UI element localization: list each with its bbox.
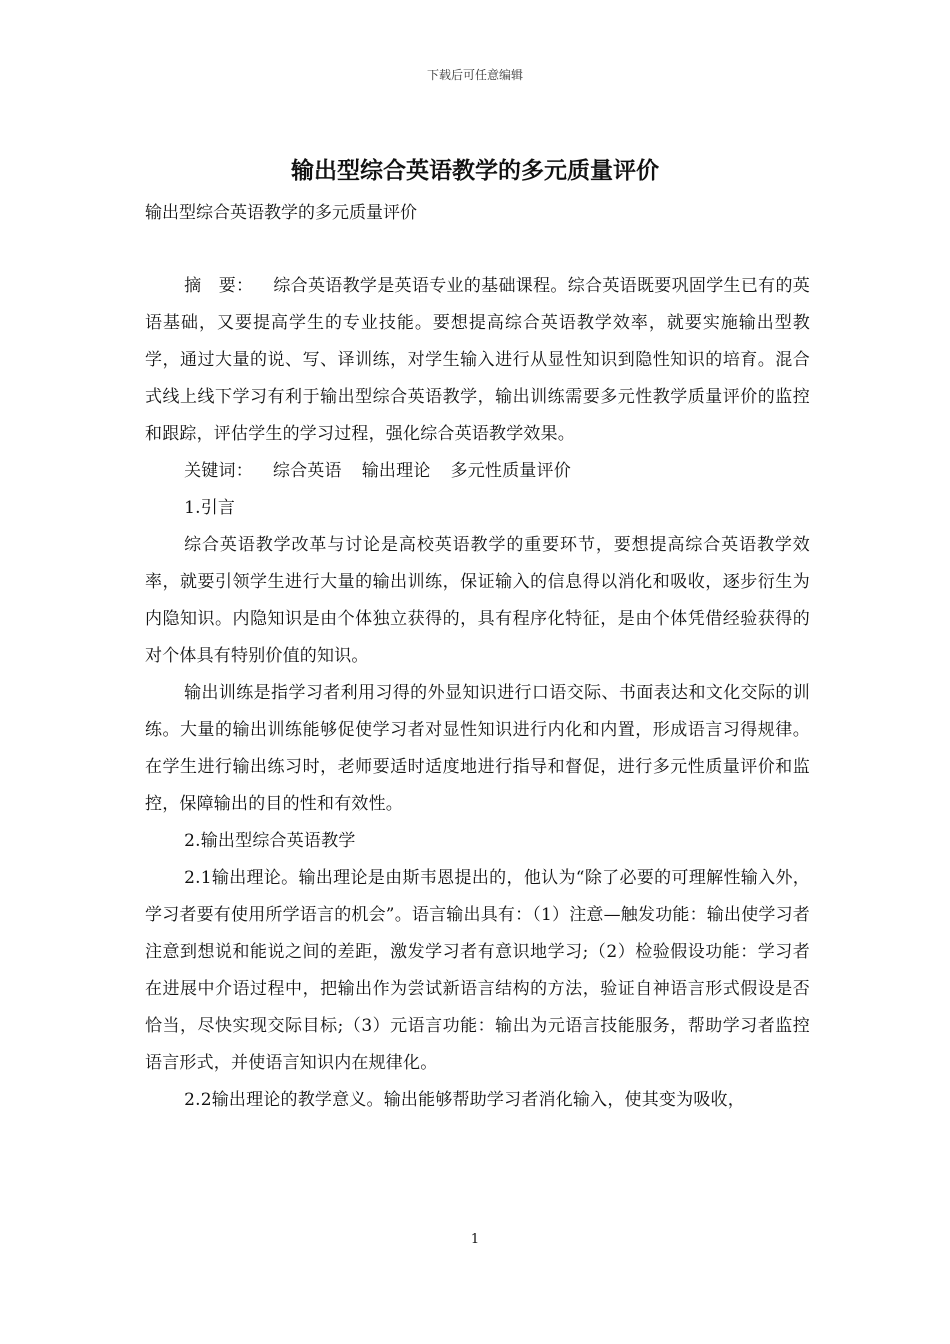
keywords-paragraph [145,453,810,490]
body-paragraph: 综合英语教学改革与讨论是高校英语教学的重要环节，要想提高综合英语教学效率，就要引领学生进行大量的输出训练，保证输入的信息得以消化和吸收，逐步衍生为内隐知识。内隐知识是由个体独立获得的，具有程序化特征，是由个体凭借经验获得的对个体具有特别价值的知识。 [145,535,810,666]
abstract-text: 综合英语教学是英语专业的基础课程。综合英语既要巩固学生已有的英语基础，又要提高学生的专业技能。要想提高综合英语教学效率，就要实施输出型教学，通过大量的说、写、译训练，对学生输入进行从显性知识到隐性知识的培育。混合式线上线下学习有利于输出型综合英语教学，输出训练需要多元性教学质量评价的监控和跟踪，评估学生的学习过程，强化综合英语教学效果。 [145,276,810,444]
section-heading-output-teaching: 2.输出型综合英语教学 [184,831,356,851]
body-paragraph: 2.1输出理论。输出理论是由斯韦恩提出的，他认为“除了必要的可理解性输入外，学习者要有使用所学语言的机会”。语言输出具有：（1）注意—触发功能：输出使学习者注意到想说和能说之间的差距，激发学习者有意识地学习;（2）检验假设功能：学习者在进展中介语过程中，把输出作为尝试新语言结构的方法，验证自神语言形式假设是否恰当，尽快实现交际目标;（3）元语言功能：输出为元语言技能服务，帮助学习者监控语言形式，并使语言知识内在规律化。 [145,868,811,1073]
keyword-item: 输出理论 [361,461,431,481]
body-paragraph: 输出训练是指学习者利用习得的外显知识进行口语交际、书面表达和文化交际的训练。大量的输出训练能够促使学习者对显性知识进行内化和内置，形成语言习得规律。在学生进行输出练习时，老师要适时适度地进行指导和督促，进行多元性质量评价和监控，保障输出的目的性和有效性。 [145,683,810,814]
abstract-label: 摘 要： [184,276,254,296]
page-number: 1 [470,1232,480,1247]
document-title: 输出型综合英语教学的多元质量评价 [291,157,659,184]
document-subtitle: 输出型综合英语教学的多元质量评价 [145,203,417,223]
keyword-item: 多元性质量评价 [450,461,571,481]
body-paragraph: 2.2输出理论的教学意义。输出能够帮助学习者消化输入，使其变为吸收， [184,1090,745,1110]
document-body [145,268,810,1119]
section-heading-intro: 1.引言 [184,498,236,518]
keyword-item: 综合英语 [272,461,342,481]
abstract-paragraph [145,268,810,453]
keywords-label: 关键词： [184,461,253,481]
page-header-note: 下载后可任意编辑 [426,68,523,82]
